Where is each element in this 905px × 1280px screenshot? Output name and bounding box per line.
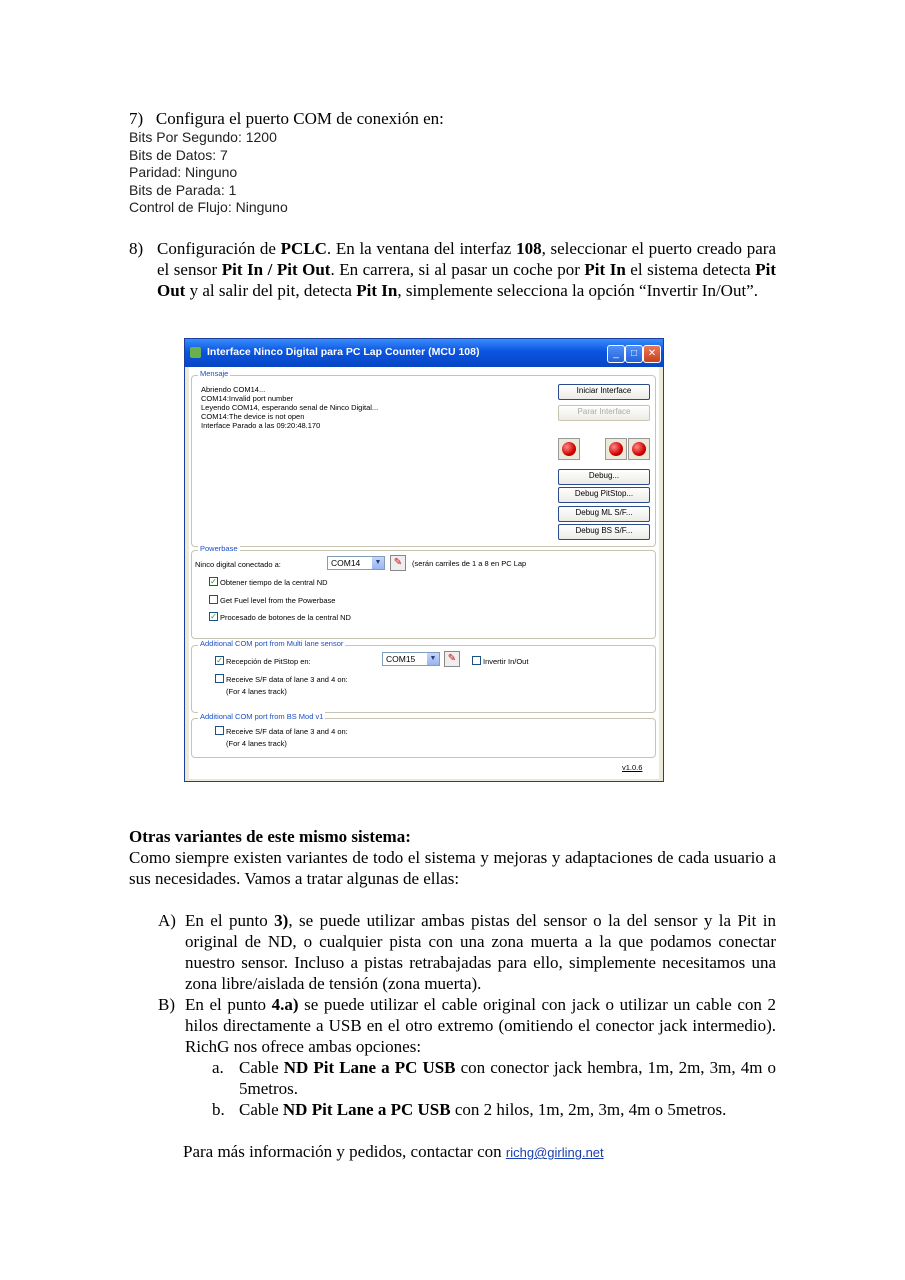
- email-link[interactable]: richg@girling.net: [505, 1145, 604, 1160]
- debug-bs-button[interactable]: Debug BS S/F...: [558, 524, 650, 540]
- close-icon[interactable]: ✕: [643, 345, 661, 363]
- window-title: Interface Ninco Digital para PC Lap Counter (MCU 108): [207, 346, 480, 358]
- checkbox-receive-sf-multilane[interactable]: [215, 674, 224, 683]
- maximize-icon[interactable]: □: [625, 345, 643, 363]
- red-light-icon: [609, 442, 623, 456]
- message-line: Leyendo COM14, esperando senal de Ninco Digital...: [201, 403, 379, 412]
- configure-tool-icon[interactable]: ✎: [390, 555, 406, 571]
- list-label-a: A): [158, 911, 176, 930]
- checkbox-label: Obtener tiempo de la central ND: [220, 578, 328, 587]
- checkbox-obtener-tiempo[interactable]: ✓: [210, 577, 217, 586]
- checkbox-fuel-level[interactable]: [209, 595, 218, 604]
- checkbox-label: Receive S/F data of lane 3 and 4 on:: [226, 727, 348, 736]
- contact-line: Para más información y pedidos, contactar con richg@girling.net: [183, 1142, 604, 1161]
- app-icon: [190, 347, 201, 358]
- list-item-a: En el punto 3), se puede utilizar ambas pistas del sensor o la del sensor y la Pit in original de ND, o cualquier pista con una zona muerta a la que podamos conectar nuestro sensor. Incluso a pistas retrabajadas para ello, simplemente necesitamos una zona libre/aislada de tensión (zona muerta).: [185, 911, 776, 993]
- checkbox-label: Get Fuel level from the Powerbase: [220, 596, 336, 605]
- com-setting-line: Bits de Datos: 7: [129, 146, 228, 163]
- checkbox-label: Invertir In/Out: [483, 657, 529, 666]
- list-item-b: En el punto 4.a) se puede utilizar el cable original con jack o utilizar un cable con 2 hilos directamente a USB en el otro extremo (omitiendo el conector jack intermedio). RichG nos ofrece ambas opciones:: [185, 995, 776, 1056]
- item-7-heading: 7) Configura el puerto COM de conexión en:: [129, 109, 444, 128]
- powerbase-com-select[interactable]: [327, 556, 385, 570]
- minimize-icon[interactable]: _: [607, 345, 625, 363]
- checkbox-receive-sf-bsmod[interactable]: [215, 726, 224, 735]
- red-light-icon: [632, 442, 646, 456]
- section-heading: Otras variantes de este mismo sistema:: [129, 827, 411, 846]
- checkbox-procesado-botones[interactable]: ✓: [210, 612, 217, 621]
- message-line: COM14:Invalid port number: [201, 394, 294, 403]
- window-titlebar: [185, 339, 663, 367]
- list-label-b: B): [158, 995, 175, 1014]
- powerbase-port-label: Ninco digital conectado a:: [195, 560, 281, 569]
- status-led: [628, 438, 650, 460]
- lanes-note: (For 4 lanes track): [226, 739, 287, 748]
- message-line: Interface Parado a las 09:20:48.170: [201, 421, 321, 430]
- sublist-label-a: a.: [212, 1058, 224, 1077]
- window-client-area: [189, 367, 659, 779]
- com-setting-line: Bits de Parada: 1: [129, 181, 237, 198]
- checkbox-invertir[interactable]: [472, 656, 481, 665]
- sublist-item-b: Cable ND Pit Lane a PC USB con 2 hilos, 1m, 2m, 3m, 4m o 5metros.: [239, 1100, 727, 1119]
- com-setting-line: Control de Flujo: Ninguno: [129, 199, 288, 215]
- message-line: Abriendo COM14...: [201, 385, 266, 394]
- configure-tool-icon[interactable]: ✎: [444, 651, 460, 667]
- debug-button[interactable]: Debug...: [558, 469, 650, 485]
- debug-ml-button[interactable]: Debug ML S/F...: [558, 506, 650, 522]
- interface-window-screenshot: [184, 338, 664, 782]
- version-label: v1.0.6: [622, 763, 643, 772]
- combo-value: COM14: [331, 558, 361, 568]
- combo-value: COM15: [386, 654, 416, 664]
- section-intro: Como siempre existen variantes de todo el sistema y mejoras y adaptaciones de cada usuario a sus necesidades. Vamos a tratar algunas de ellas:: [129, 848, 776, 888]
- bsmod-group: [191, 712, 656, 758]
- debug-pitstop-button[interactable]: Debug PitStop...: [558, 487, 650, 503]
- pitstop-com-select[interactable]: [382, 652, 440, 666]
- checkbox-label: Recepción de PitStop en:: [226, 657, 311, 666]
- com-setting-line: Paridad: Ninguno: [129, 164, 238, 180]
- item-8-paragraph: Configuración de PCLC. En la ventana del interfaz 108, seleccionar el puerto creado para el sensor Pit In / Pit Out. En carrera, si al pasar un coche por Pit In el sistema detecta Pit Out y al salir del pit, detecta Pit In, simplemente selecciona la opción “Invertir In/Out”.: [157, 239, 777, 300]
- stop-interface-button[interactable]: Parar Interface: [558, 405, 650, 421]
- mensaje-legend: Mensaje: [200, 369, 229, 378]
- status-led: [605, 438, 627, 460]
- message-line: COM14:The device is not open: [201, 412, 305, 421]
- chevron-down-icon[interactable]: ▼: [372, 557, 384, 569]
- item-8-number: 8): [129, 239, 144, 258]
- checkbox-label: Receive S/F data of lane 3 and 4 on:: [226, 675, 348, 684]
- bsmod-legend: Additional COM port from BS Mod v1: [200, 712, 324, 721]
- chevron-down-icon[interactable]: ▼: [427, 653, 439, 665]
- start-interface-button[interactable]: Iniciar Interface: [558, 384, 650, 400]
- com-settings-list: [129, 129, 288, 217]
- com-setting-line: Bits Por Segundo: 1200: [129, 129, 277, 145]
- checkbox-label: Procesado de botones de la central ND: [220, 613, 351, 622]
- status-led: [558, 438, 580, 460]
- lanes-note: (For 4 lanes track): [226, 687, 287, 696]
- red-light-icon: [562, 442, 576, 456]
- sublist-label-b: b.: [212, 1100, 225, 1119]
- sublist-item-a: Cable ND Pit Lane a PC USB con conector jack hembra, 1m, 2m, 3m, 4m o 5metros.: [239, 1058, 776, 1098]
- checkbox-recepcion-pitstop[interactable]: ✓: [216, 656, 223, 665]
- multilane-legend: Additional COM port from Multi lane sensor: [200, 639, 344, 648]
- powerbase-legend: Powerbase: [200, 544, 238, 553]
- lane-note: (serán carriles de 1 a 8 en PC Lap: [412, 559, 527, 568]
